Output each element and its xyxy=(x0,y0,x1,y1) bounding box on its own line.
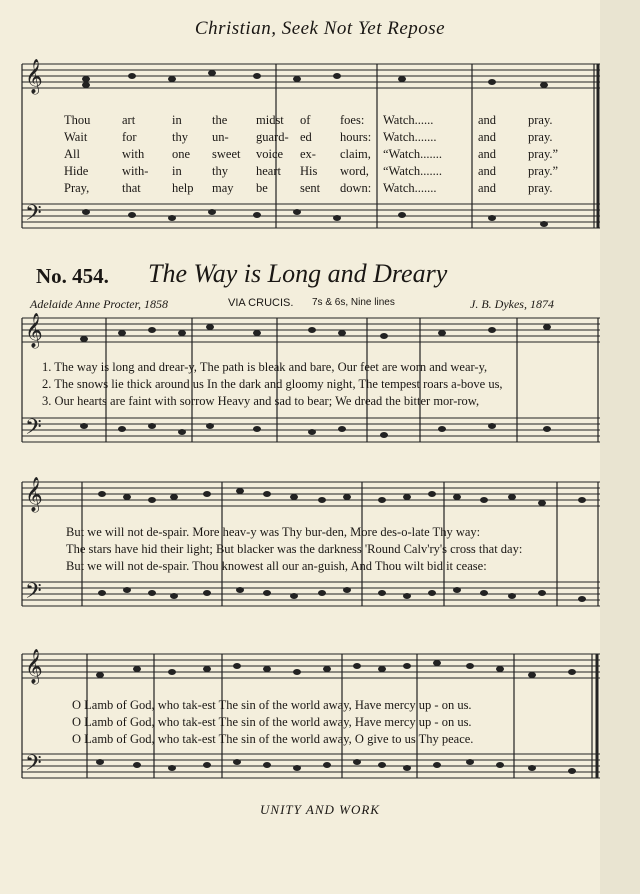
lyric-word: thy xyxy=(212,164,228,178)
lyrics-system-3 xyxy=(72,698,592,749)
lyric-line: O Lamb of God, who tak-est The sin of the world away, Have mercy up - on us. xyxy=(72,698,472,712)
lyric-word: down: xyxy=(340,181,372,195)
lyric-word: pray.” xyxy=(528,164,559,178)
composer: J. B. Dykes, 1874 xyxy=(470,297,554,311)
hymn-credits xyxy=(30,297,610,313)
lyric-word: foes: xyxy=(340,113,365,127)
lyric-line: 2. The snows lie thick around us In the dark and gloomy night, The tempest roars a-bove us, xyxy=(42,377,503,391)
svg-text:𝄞: 𝄞 xyxy=(25,313,43,348)
lyric-word: hours: xyxy=(340,130,372,144)
lyric-word: be xyxy=(256,181,268,195)
lyric-line: O Lamb of God, who tak-est The sin of the world away, O give to us Thy peace. xyxy=(72,732,474,746)
lyric-word: help xyxy=(172,181,194,195)
lyric-word: sent xyxy=(300,181,321,195)
lyric-word: and xyxy=(478,113,497,127)
lyric-word: claim, xyxy=(340,147,371,161)
lyric-line: But we will not de-spair. More heav-y was Thy bur-den, More des-o-late Thy way: xyxy=(66,525,481,539)
svg-text:𝄞: 𝄞 xyxy=(25,649,43,684)
lyric-word: “Watch....... xyxy=(383,147,443,161)
lyric-word: the xyxy=(212,113,228,127)
lyric-word: pray. xyxy=(528,113,553,127)
lyric-word: one xyxy=(172,147,191,161)
svg-text:𝄞: 𝄞 xyxy=(25,59,43,94)
lyric-line: 1. The way is long and drear-y, The path is bleak and bare, Our feet are worn and wear-y, xyxy=(42,360,488,374)
lyric-word: thy xyxy=(172,130,188,144)
lyric-word: with xyxy=(122,147,145,161)
lyric-word: Thou xyxy=(64,113,91,127)
lyric-word: for xyxy=(122,130,137,144)
lyric-word: un- xyxy=(212,130,229,144)
lyric-word: His xyxy=(300,164,318,178)
lyric-word: pray. xyxy=(528,130,553,144)
lyric-word: art xyxy=(122,113,136,127)
lyric-line: O Lamb of God, who tak-est The sin of the world away, Have mercy up - on us. xyxy=(72,715,472,729)
lyrics-system-2 xyxy=(66,525,606,576)
lyric-word: Watch....... xyxy=(383,181,437,195)
lyric-word: and xyxy=(478,147,497,161)
tune-name: VIA CRUCIS. xyxy=(228,297,294,309)
meter: 7s & 6s, Nine lines xyxy=(312,297,395,308)
author: Adelaide Anne Procter, 1858 xyxy=(30,297,168,311)
lyric-line: But we will not de-spair. Thou knowest all our an-guish, And Thou wilt bid it cease: xyxy=(66,559,487,573)
lyric-word: ex- xyxy=(300,147,316,161)
lyric-word: pray.” xyxy=(528,147,559,161)
lyric-word: pray. xyxy=(528,181,553,195)
lyric-word: and xyxy=(478,130,497,144)
lyric-word: ed xyxy=(300,130,312,144)
previous-hymn-title: Christian, Seek Not Yet Repose xyxy=(194,18,446,39)
lyric-word: “Watch....... xyxy=(383,164,443,178)
lyric-line: The stars have hid their light; But blacker was the darkness 'Round Calv'ry's cross that day: xyxy=(66,542,523,556)
lyric-word: Hide xyxy=(64,164,89,178)
lyric-word: midst xyxy=(256,113,284,127)
lyric-word: word, xyxy=(340,164,369,178)
svg-text:𝄢: 𝄢 xyxy=(25,751,42,781)
svg-text:𝄢: 𝄢 xyxy=(25,415,42,445)
svg-text:𝄞: 𝄞 xyxy=(25,477,43,512)
lyric-word: Watch....... xyxy=(383,130,437,144)
lyric-word: sweet xyxy=(212,147,241,161)
lyric-line: 3. Our hearts are faint with sorrow Heavy and sad to bear; We dread the bitter mor-row, xyxy=(42,394,480,408)
hymn-title: The Way is Long and Dreary xyxy=(148,259,448,288)
lyric-word: and xyxy=(478,164,497,178)
lyric-word: and xyxy=(478,181,497,195)
svg-text:𝄢: 𝄢 xyxy=(25,579,42,609)
lyric-word: in xyxy=(172,164,182,178)
lyric-word: Watch...... xyxy=(383,113,434,127)
lyric-word: with- xyxy=(122,164,149,178)
lyric-word: in xyxy=(172,113,182,127)
lyric-word: of xyxy=(300,113,311,127)
hymn-number: No. 454. xyxy=(36,264,109,288)
lyrics-system-1 xyxy=(42,360,592,411)
lyric-word: Pray, xyxy=(64,181,90,195)
lyric-word: voice xyxy=(256,147,284,161)
lyric-word: may xyxy=(212,181,234,195)
lyric-word: guard- xyxy=(256,130,289,144)
previous-hymn-lyrics xyxy=(0,113,640,198)
lyric-word: heart xyxy=(256,164,281,178)
lyric-word: All xyxy=(64,147,80,161)
lyric-word: that xyxy=(122,181,141,195)
lyric-word: Wait xyxy=(64,130,88,144)
svg-text:𝄢: 𝄢 xyxy=(25,201,42,231)
page-footer-title: UNITY AND WORK xyxy=(260,802,380,817)
